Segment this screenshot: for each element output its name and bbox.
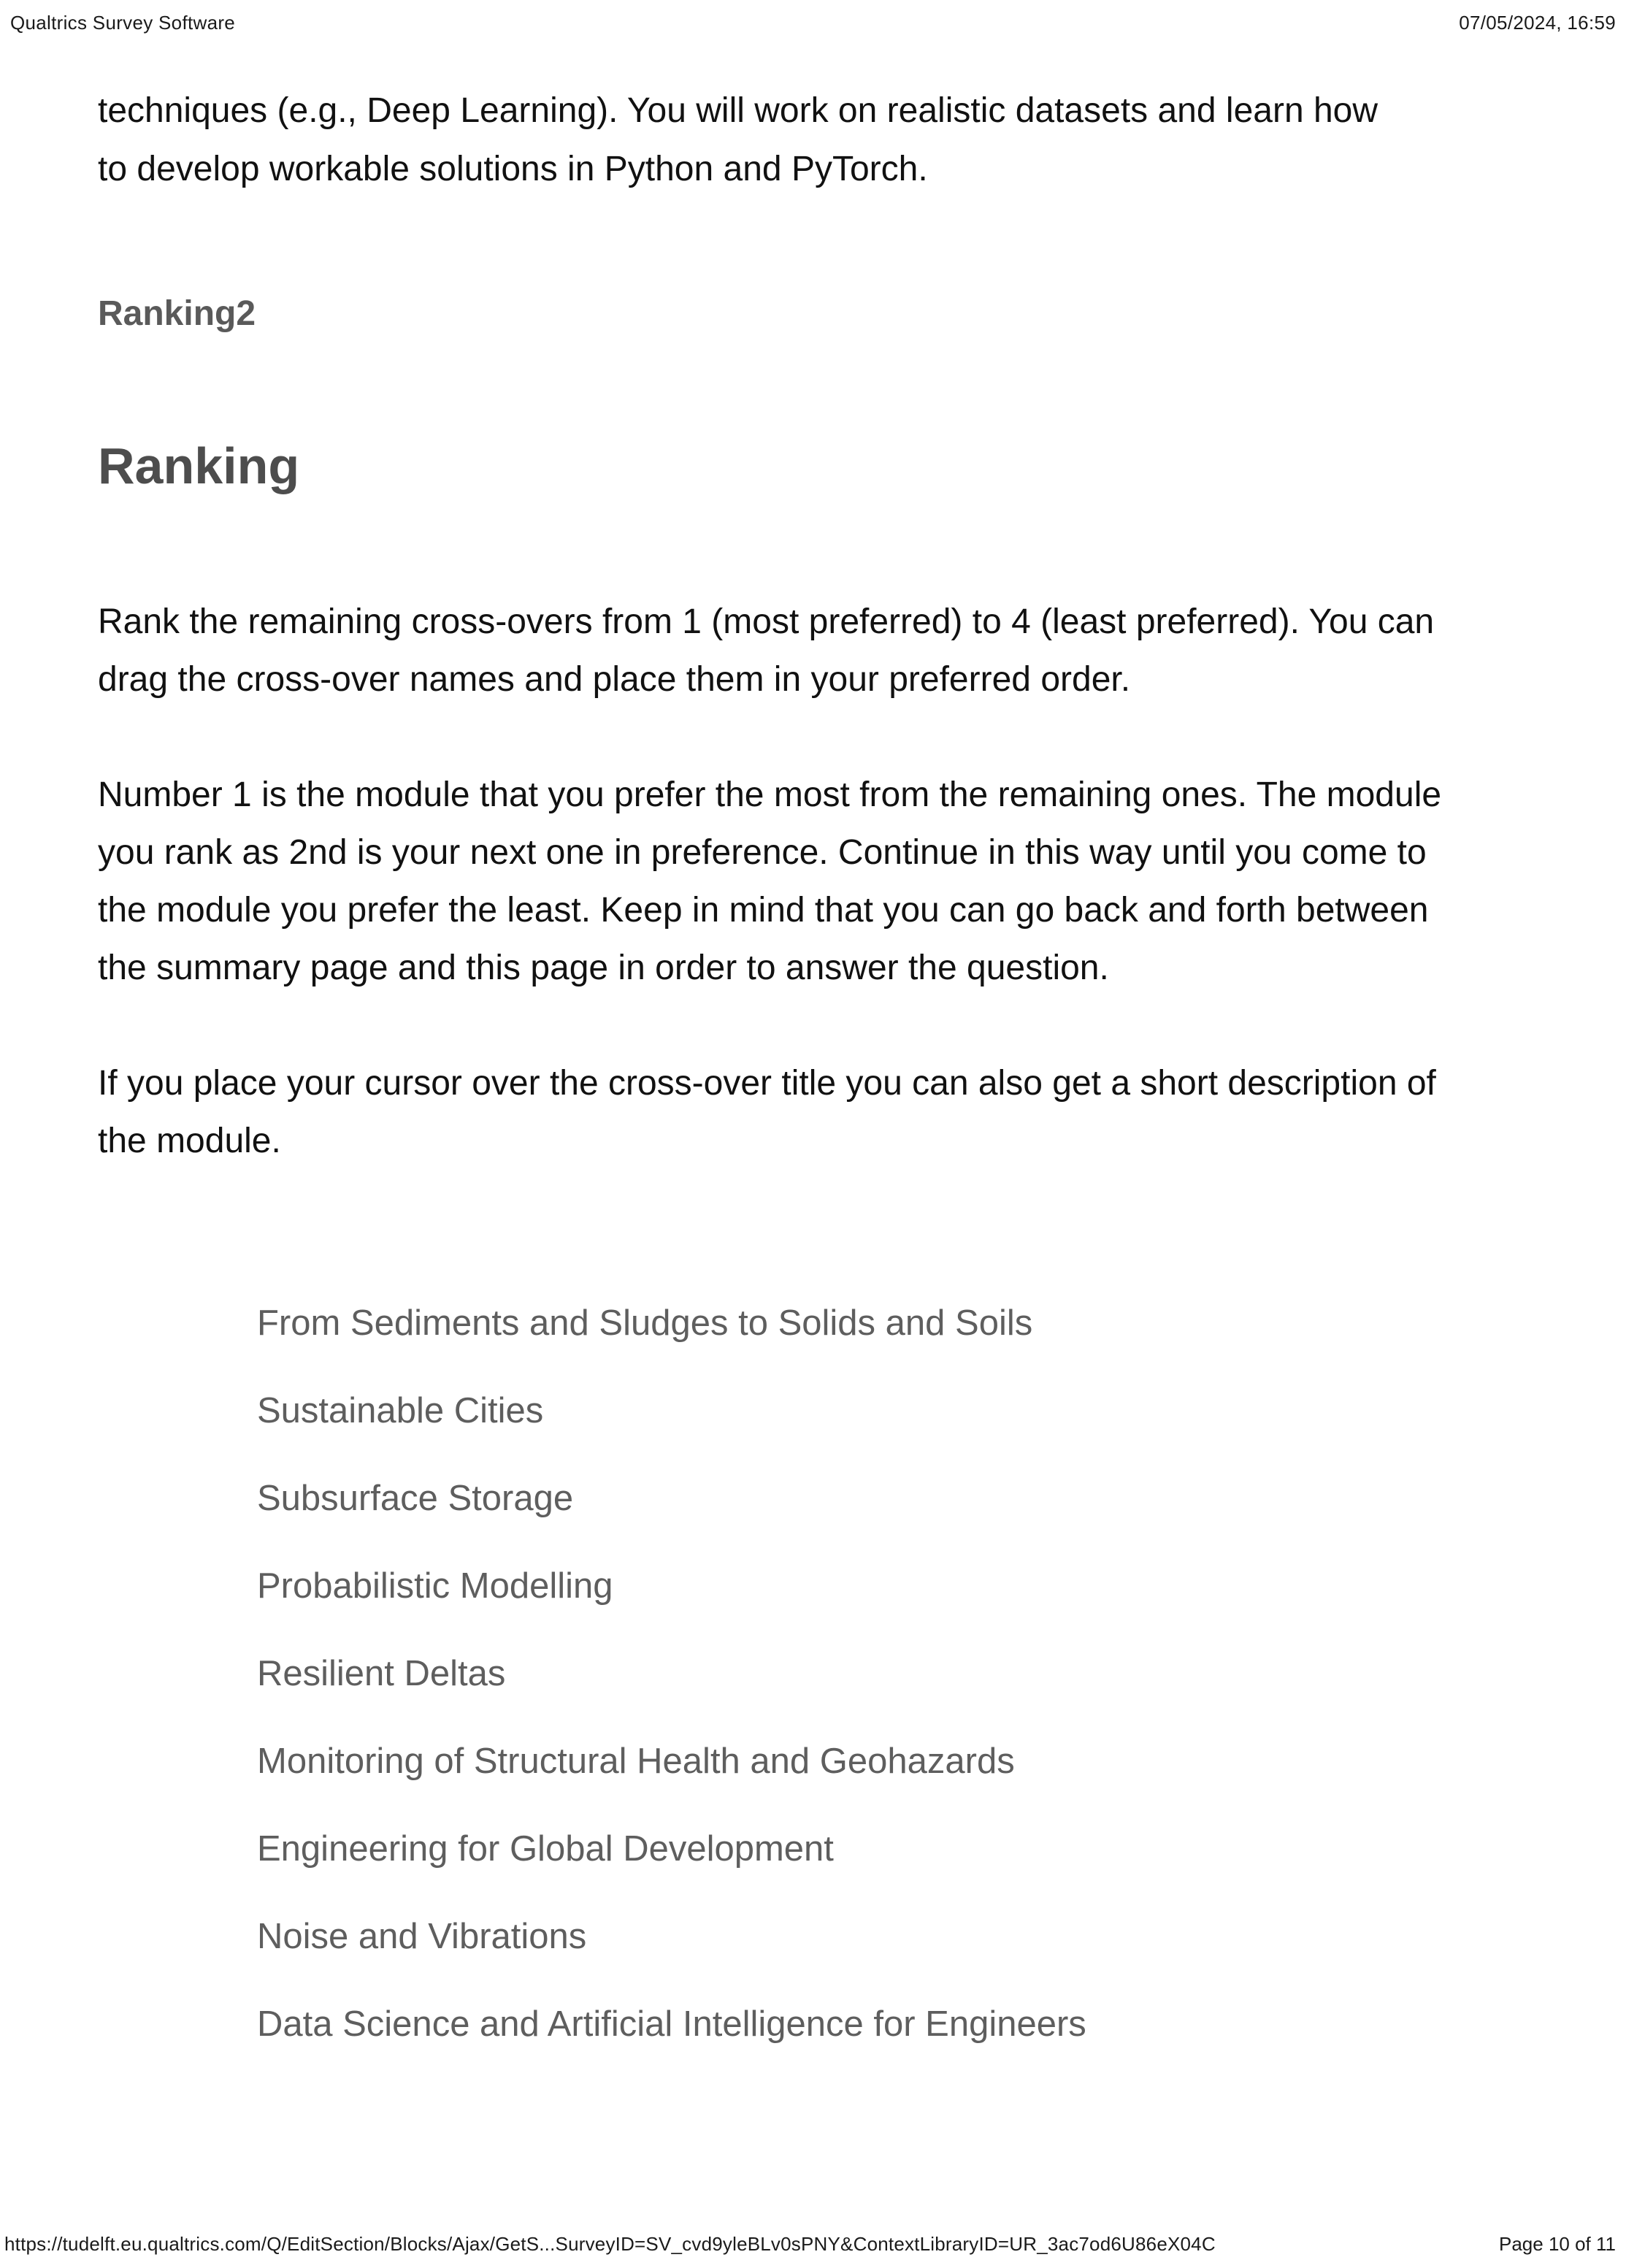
rank-item-resilient-deltas[interactable]: Resilient Deltas bbox=[257, 1654, 506, 1693]
block-title: Ranking2 bbox=[98, 294, 256, 333]
intro-line-2: to develop workable solutions in Python and PyTorch. bbox=[98, 150, 928, 188]
instruction-paragraph-3 bbox=[98, 1054, 1529, 1170]
intro-line-1: techniques (e.g., Deep Learning). You will work on realistic datasets and learn how bbox=[98, 91, 1378, 130]
rank-item-data-science-ai[interactable]: Data Science and Artificial Intelligence for Engineers bbox=[257, 2004, 1086, 2044]
instruction-paragraph-2 bbox=[98, 766, 1529, 997]
ranking-list bbox=[257, 1279, 1086, 2068]
rank-item-subsurface-storage[interactable]: Subsurface Storage bbox=[257, 1479, 574, 1518]
instruction-line: Rank the remaining cross-overs from 1 (most preferred) to 4 (least preferred). You can bbox=[98, 602, 1435, 641]
rank-item-monitoring-structural-health[interactable]: Monitoring of Structural Health and Geohazards bbox=[257, 1742, 1015, 1781]
instruction-line: drag the cross-over names and place them in your preferred order. bbox=[98, 660, 1131, 699]
rank-item-probabilistic-modelling[interactable]: Probabilistic Modelling bbox=[257, 1566, 613, 1606]
rank-item-from-sediments[interactable]: From Sediments and Sludges to Solids and Soils bbox=[257, 1303, 1033, 1343]
page-title: Qualtrics Survey Software bbox=[10, 12, 236, 34]
previous-question-text bbox=[98, 82, 1529, 199]
page-number: Page 10 of 11 bbox=[1499, 2233, 1616, 2255]
instruction-line: If you place your cursor over the cross-over title you can also get a short description of bbox=[98, 1064, 1436, 1103]
instruction-line: you rank as 2nd is your next one in preference. Continue in this way until you come to bbox=[98, 833, 1427, 872]
instruction-line: the summary page and this page in order to answer the question. bbox=[98, 949, 1109, 987]
instruction-line: the module. bbox=[98, 1122, 281, 1160]
instruction-line: the module you prefer the least. Keep in mind that you can go back and forth between bbox=[98, 891, 1429, 930]
print-footer bbox=[4, 2233, 1616, 2262]
question-instructions bbox=[98, 593, 1529, 1227]
print-header bbox=[10, 12, 1616, 41]
print-timestamp: 07/05/2024, 16:59 bbox=[1459, 12, 1616, 34]
survey-content bbox=[98, 82, 1529, 2044]
page-url: https://tudelft.eu.qualtrics.com/Q/EditSection/Blocks/Ajax/GetS...SurveyID=SV_cvd9yleBLv0sPNY&ContextLibraryID=UR_3ac7od6U86eX04C bbox=[4, 2233, 1216, 2255]
question-heading: Ranking bbox=[98, 437, 300, 494]
instruction-line: Number 1 is the module that you prefer the most from the remaining ones. The module bbox=[98, 775, 1442, 814]
rank-item-sustainable-cities[interactable]: Sustainable Cities bbox=[257, 1391, 544, 1430]
rank-item-noise-vibrations[interactable]: Noise and Vibrations bbox=[257, 1917, 587, 1956]
rank-item-engineering-global-development[interactable]: Engineering for Global Development bbox=[257, 1829, 834, 1869]
instruction-paragraph-1 bbox=[98, 593, 1529, 708]
